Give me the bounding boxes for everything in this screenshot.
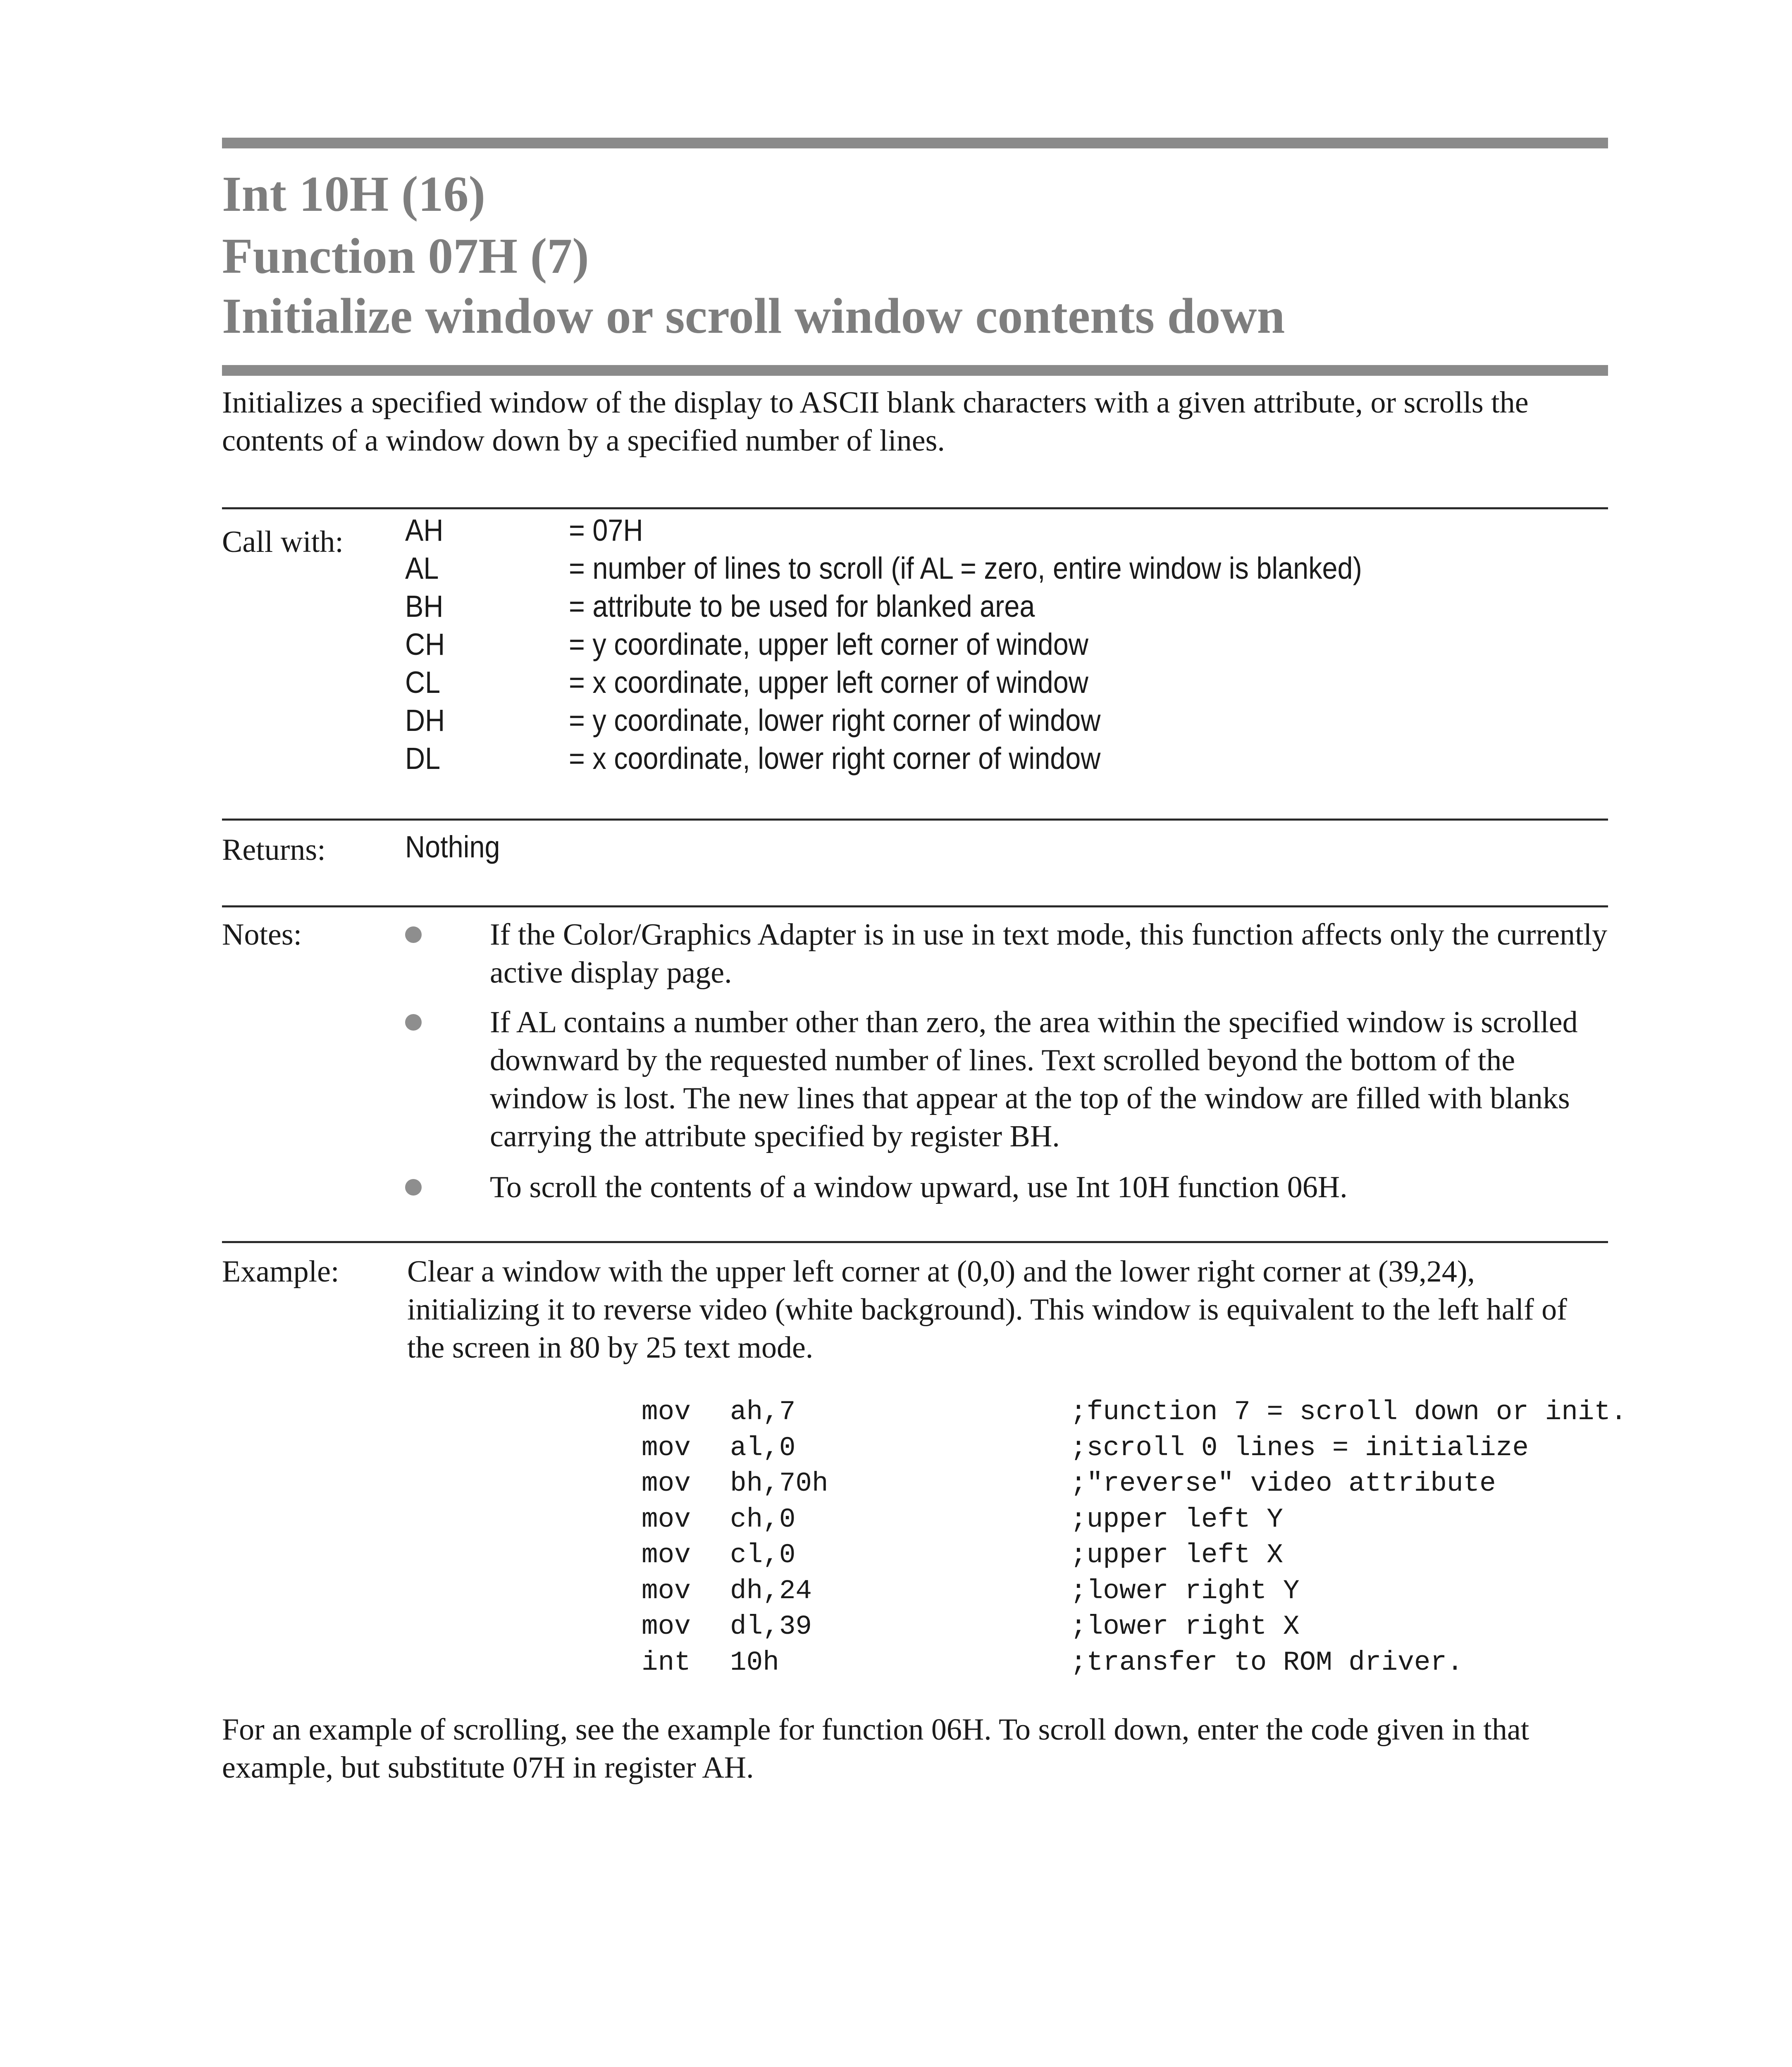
register-name: AH xyxy=(405,513,444,547)
register-desc: = attribute to be used for blanked area xyxy=(569,589,1035,623)
register-name: DH xyxy=(405,703,445,738)
example-label: Example: xyxy=(222,1255,339,1289)
register-desc: = x coordinate, lower right corner of window xyxy=(569,741,1101,776)
note-text: If the Color/Graphics Adapter is in use in text mode, this function affects only the currently active display page. xyxy=(490,918,1608,990)
code-opcode: mov xyxy=(642,1432,691,1463)
code-comment: ;transfer to ROM driver. xyxy=(1070,1647,1463,1678)
code-opcode: mov xyxy=(642,1468,691,1499)
returns-value: Nothing xyxy=(405,830,500,864)
intro-paragraph: Initializes a specified window of the display to ASCII blank characters with a given attribute, or scrolls the contents of a window down by a specified number of lines. xyxy=(222,386,1529,458)
register-row xyxy=(405,740,1362,778)
bullet-icon xyxy=(405,926,422,943)
code-comment: ;lower right X xyxy=(1070,1611,1300,1642)
code-line xyxy=(642,1502,1627,1538)
code-line xyxy=(642,1430,1627,1466)
code-operand: ah,7 xyxy=(730,1396,796,1427)
register-name: CH xyxy=(405,627,445,661)
register-name: CL xyxy=(405,665,441,699)
title-interrupt: Int 10H (16) xyxy=(222,166,486,222)
code-opcode: mov xyxy=(642,1504,691,1535)
register-desc: = y coordinate, upper left corner of window xyxy=(569,627,1088,661)
code-opcode: mov xyxy=(642,1611,691,1642)
register-desc: = 07H xyxy=(569,513,643,547)
code-line xyxy=(642,1466,1627,1502)
notes-rule xyxy=(222,905,1608,907)
code-opcode: int xyxy=(642,1647,691,1678)
header-top-rule xyxy=(222,138,1608,148)
code-line xyxy=(642,1394,1627,1430)
bullet-icon xyxy=(405,1179,422,1196)
code-operand: dh,24 xyxy=(730,1575,812,1606)
call-with-rule xyxy=(222,507,1608,509)
register-name: BH xyxy=(405,589,444,623)
code-comment: ;function 7 = scroll down or init. xyxy=(1070,1396,1627,1427)
register-name: DL xyxy=(405,741,441,776)
code-comment: ;lower right Y xyxy=(1070,1575,1300,1606)
returns-rule xyxy=(222,819,1608,821)
code-operand: dl,39 xyxy=(730,1611,812,1642)
register-row xyxy=(405,702,1362,740)
note-item xyxy=(405,1003,1612,1155)
bullet-icon xyxy=(405,1014,422,1031)
note-item xyxy=(405,1168,1612,1206)
code-listing xyxy=(642,1394,1627,1680)
register-desc: = number of lines to scroll (if AL = zero, entire window is blanked) xyxy=(569,551,1362,585)
code-comment: ;upper left X xyxy=(1070,1540,1283,1571)
code-line xyxy=(642,1537,1627,1573)
title-function: Function 07H (7) xyxy=(222,228,589,284)
code-opcode: mov xyxy=(642,1540,691,1571)
code-opcode: mov xyxy=(642,1575,691,1606)
register-desc: = x coordinate, upper left corner of window xyxy=(569,665,1088,699)
note-text: If AL contains a number other than zero, the area within the specified window is scrolled downward by the requested number of lines. Text scrolled beyond the bottom of the window is lost. The new lines that appear at the top of the window are filled with blanks carrying the attribute specified by register BH. xyxy=(490,1005,1578,1153)
register-row xyxy=(405,549,1362,587)
code-line xyxy=(642,1645,1627,1681)
code-operand: al,0 xyxy=(730,1432,796,1463)
note-text: To scroll the contents of a window upward, use Int 10H function 06H. xyxy=(490,1170,1348,1204)
example-rule xyxy=(222,1241,1608,1243)
notes-label: Notes: xyxy=(222,918,302,952)
example-description: Clear a window with the upper left corner at (0,0) and the lower right corner at (39,24), initializing it to reverse video (white background). This window is equivalent to the left half of the screen in 80 by 25 text mode. xyxy=(407,1255,1567,1365)
returns-label: Returns: xyxy=(222,833,326,867)
call-with-label: Call with: xyxy=(222,525,344,559)
code-opcode: mov xyxy=(642,1396,691,1427)
register-row xyxy=(405,587,1362,625)
code-operand: 10h xyxy=(730,1647,779,1678)
register-row xyxy=(405,664,1362,702)
code-line xyxy=(642,1609,1627,1645)
code-line xyxy=(642,1573,1627,1609)
register-table xyxy=(405,511,1362,778)
code-comment: ;"reverse" video attribute xyxy=(1070,1468,1496,1499)
code-operand: bh,70h xyxy=(730,1468,828,1499)
code-comment: ;scroll 0 lines = initialize xyxy=(1070,1432,1529,1463)
register-name: AL xyxy=(405,551,439,585)
register-row xyxy=(405,511,1362,549)
header-bottom-rule xyxy=(222,365,1608,376)
title-description: Initialize window or scroll window contents down xyxy=(222,288,1285,344)
closing-paragraph: For an example of scrolling, see the example for function 06H. To scroll down, enter the code given in that example, but substitute 07H in register AH. xyxy=(222,1713,1530,1785)
code-operand: ch,0 xyxy=(730,1504,796,1535)
register-desc: = y coordinate, lower right corner of window xyxy=(569,703,1101,738)
code-operand: cl,0 xyxy=(730,1540,796,1571)
register-row xyxy=(405,625,1362,664)
code-comment: ;upper left Y xyxy=(1070,1504,1283,1535)
note-item xyxy=(405,916,1612,992)
